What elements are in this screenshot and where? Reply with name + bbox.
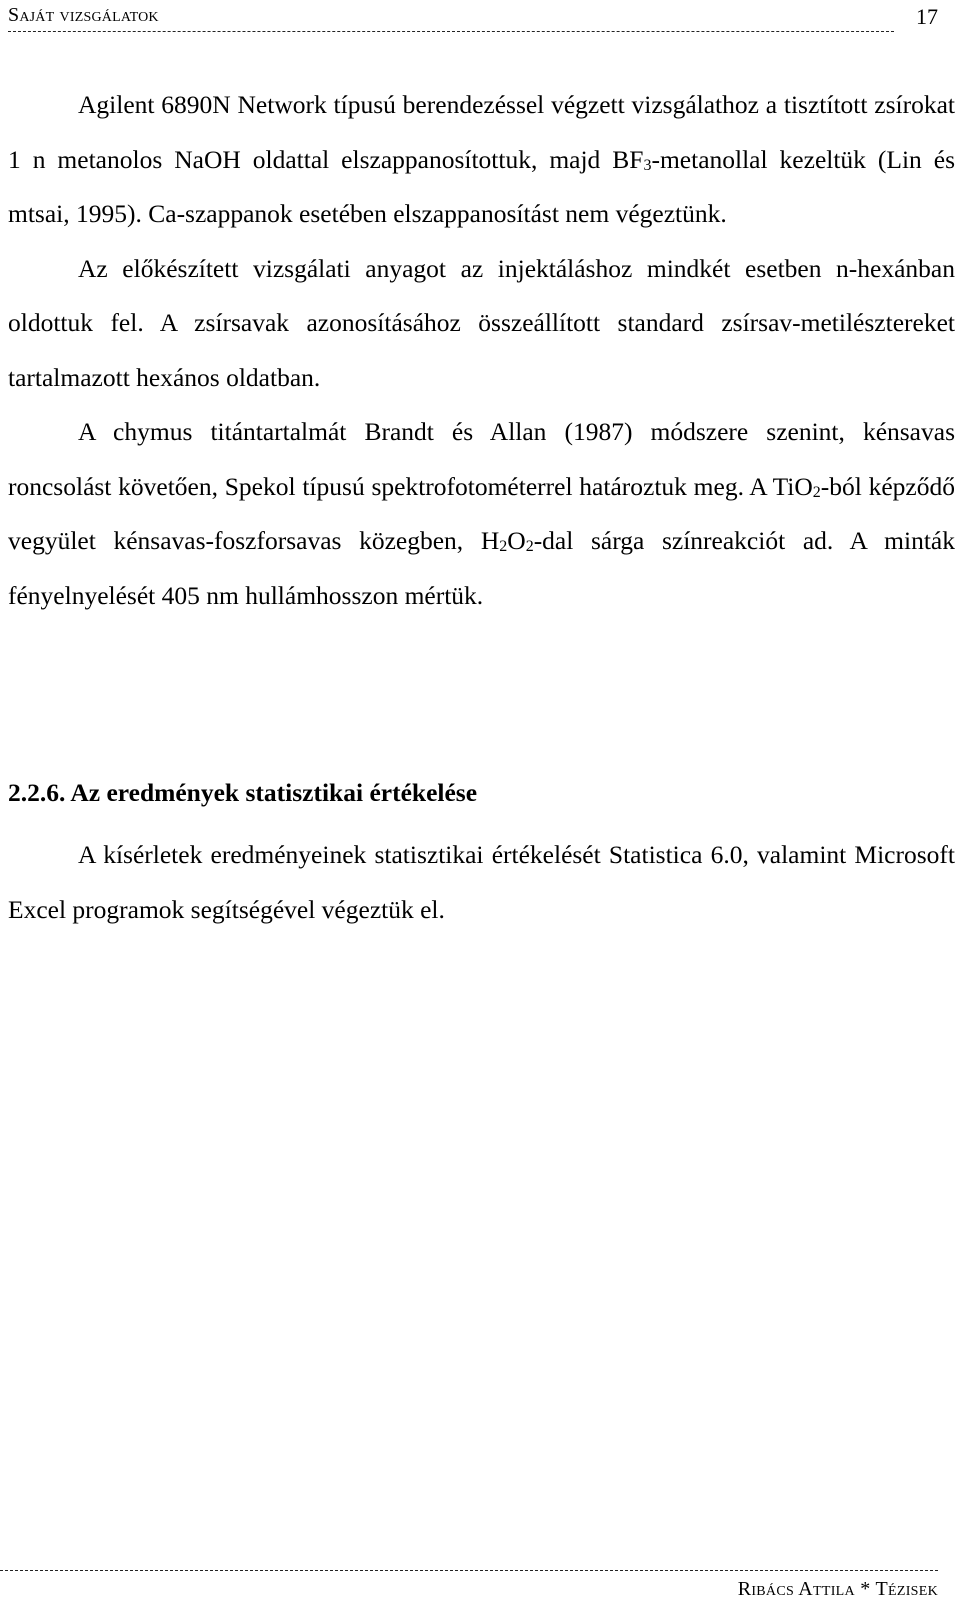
section-body [8, 828, 955, 937]
page-header [8, 4, 938, 34]
subscript: 3 [643, 156, 652, 174]
page-footer: Ribács Attila * Tézisek [737, 1578, 938, 1600]
running-title: Saját vizsgálatok [8, 4, 159, 26]
header-divider [8, 31, 894, 32]
paragraph-3-text-a: A chymus titántartalmát Brandt és Allan (1987) módszere szenint, kénsavas roncsolást követően, Spekol típusú spektrofotométerrel határoztuk meg. A TiO [8, 417, 955, 501]
subscript: 2 [812, 483, 821, 501]
paragraph-3-text-d: -dal sárga színreakciót ad. A minták fényelnyelését 405 nm hullámhosszon mértük. [8, 526, 956, 610]
section-heading: 2.2.6. Az eredmények statisztikai értékelése [8, 778, 478, 807]
paragraph-3-text-b: -ból képződő vegyület kénsavas-foszforsavas közegben, H [8, 471, 956, 555]
body-text [8, 78, 955, 623]
footer-divider [0, 1570, 938, 1571]
paragraph-1-text-b: -metanollal kezeltük (Lin és mtsai, 1995). Ca-szappanok esetében elszappanosítást nem végeztünk. [8, 144, 956, 228]
subscript: 2 [525, 538, 534, 555]
paragraph-1-text-a: Agilent 6890N Network típusú berendezéssel végzett vizsgálathoz a tisztított zsírokat 1 n metanolos NaOH oldattal elszappanosítottuk, majd BF [8, 90, 955, 174]
subscript: 2 [499, 538, 508, 555]
paragraph-2: Az előkészített vizsgálati anyagot az injektáláshoz mindkét esetben n-hexánban oldottuk fel. A zsírsavak azonosításához összeállított standard zsírsav-metilésztereket tartalmazott hexános oldatban. [8, 253, 955, 392]
paragraph-4: A kísérletek eredményeinek statisztikai értékelését Statistica 6.0, valamint Microsoft Excel programok segítségével végeztük el. [8, 840, 955, 924]
paragraph-3 [8, 405, 955, 623]
page-number: 17 [916, 4, 938, 29]
paragraph-1 [8, 78, 955, 242]
paragraph-3-text-c: O [507, 526, 526, 555]
